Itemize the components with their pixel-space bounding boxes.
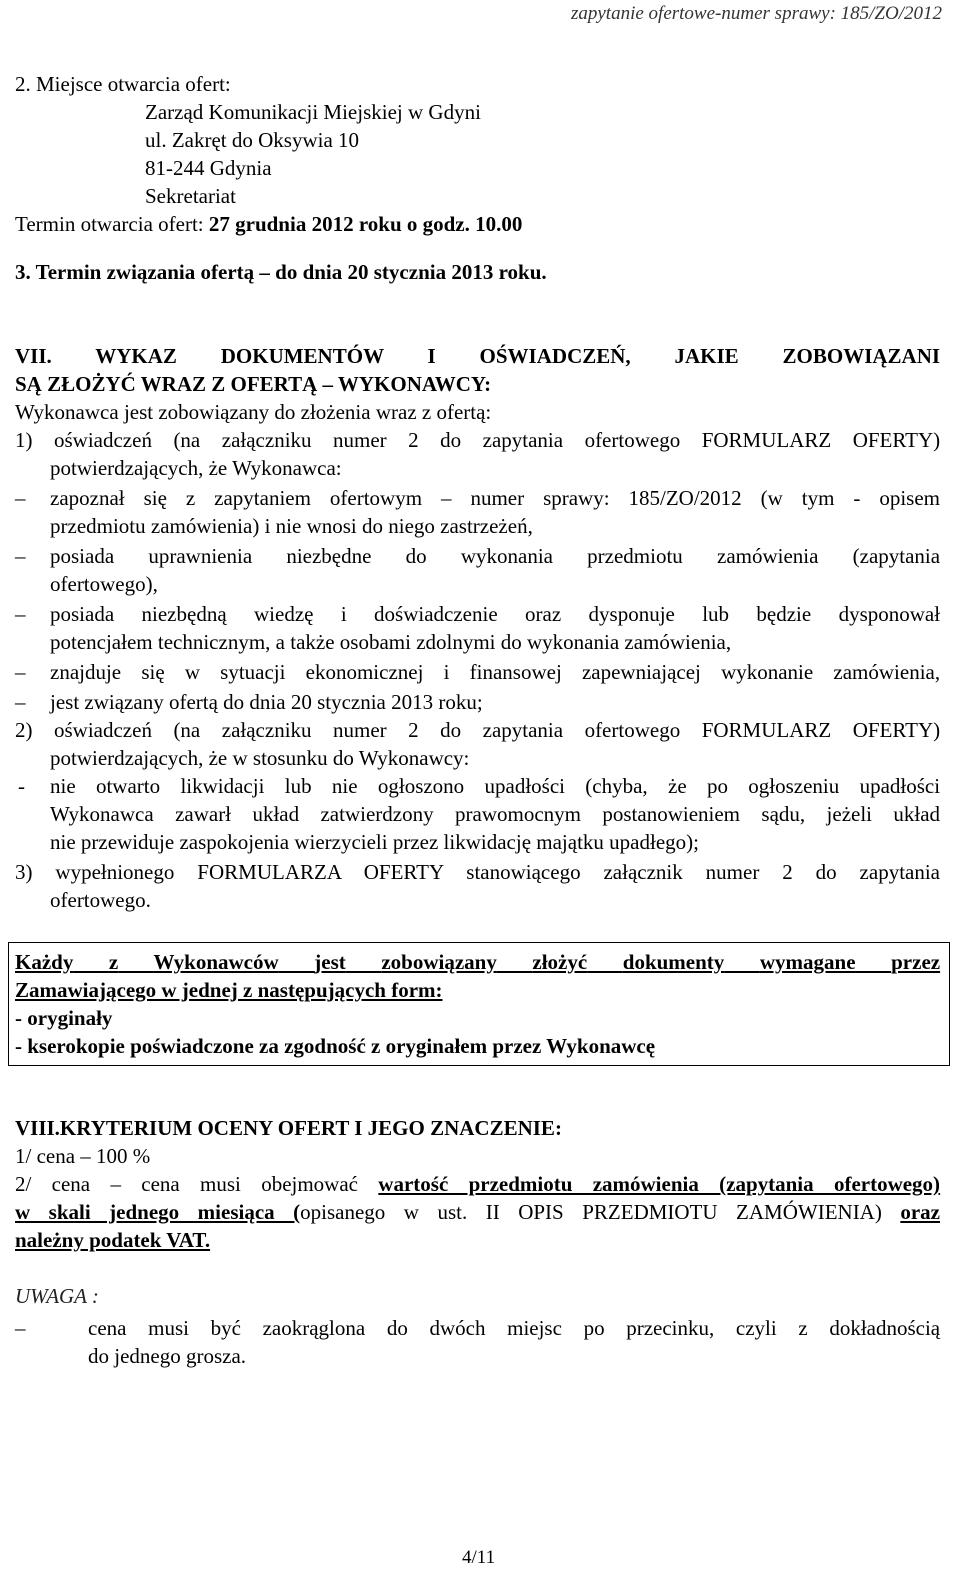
address-line: Sekretariat — [145, 184, 236, 208]
word: OFERTY) — [852, 718, 941, 742]
item1-line2: potwierdzających, że Wykonawca: — [50, 456, 342, 480]
word: musi — [200, 1172, 241, 1196]
word: cena — [141, 1172, 180, 1196]
word: stanowiącego — [466, 860, 581, 884]
dash-item-line2: ofertowego), — [50, 572, 158, 596]
section-vii-intro: Wykonawca jest zobowiązany do złożenia wraz z ofertą: — [15, 400, 492, 424]
word: numer — [333, 428, 387, 452]
word: obejmować — [261, 1172, 358, 1196]
word: musi — [148, 1316, 189, 1340]
address-line: Zarząd Komunikacji Miejskiej w Gdyni — [145, 100, 481, 124]
word: dokumenty — [622, 950, 725, 974]
word: dwóch — [429, 1316, 486, 1340]
word: 185/ZO/2012 — [628, 486, 742, 510]
word: ogłoszeniu — [748, 774, 840, 798]
word: i — [443, 660, 450, 684]
word: uprawnienia — [148, 544, 253, 568]
word: VII. — [15, 344, 52, 368]
word: OFERTY — [363, 860, 444, 884]
word: do — [386, 1316, 408, 1340]
word: upadłości — [859, 774, 941, 798]
word: 2 — [782, 860, 793, 884]
word: zobowiązany — [381, 950, 497, 974]
word: ofertowym — [329, 486, 423, 510]
document-header-reference: zapytanie ofertowe-numer sprawy: 185/ZO/2012 — [570, 3, 942, 24]
description-reference: opisanego w ust. II OPIS PRZEDMIOTU ZAMÓWIENIA) — [300, 1200, 882, 1224]
word: złożyć — [532, 950, 588, 974]
word: ofertowego — [584, 718, 681, 742]
word: zamówienia, — [833, 660, 941, 684]
opening-heading: 2. Miejsce otwarcia ofert: — [15, 72, 231, 96]
box-line3: - oryginały — [15, 1006, 113, 1030]
dash-item-line1 — [50, 484, 940, 512]
word: dokładnością — [829, 1316, 941, 1340]
word: nie — [331, 774, 358, 798]
word: ofertowego — [584, 428, 681, 452]
word: – — [441, 486, 452, 510]
word: zamówienia — [717, 544, 819, 568]
word: zaokrąglona — [262, 1316, 366, 1340]
word: WYKAZ — [95, 344, 177, 368]
dash-bullet: – — [15, 602, 26, 626]
word: OFERTY) — [852, 428, 941, 452]
word: finansowej — [469, 660, 562, 684]
word: 2) — [15, 718, 33, 742]
word: JAKIE — [674, 344, 739, 368]
word: jest — [314, 950, 346, 974]
dash-item-line1: jest związany ofertą do dnia 20 stycznia 2013 roku; — [50, 690, 483, 714]
note-line1 — [88, 1314, 940, 1342]
word: przez — [891, 950, 941, 974]
word: przecinku, — [626, 1316, 715, 1340]
item2-sub-marker: - — [18, 774, 25, 798]
opening-time-label: Termin otwarcia ofert: — [15, 212, 209, 236]
word: 1) — [15, 428, 33, 452]
word: i — [340, 602, 347, 626]
word: FORMULARZA — [197, 860, 341, 884]
word: numer — [705, 860, 760, 884]
word: 3) — [15, 860, 33, 884]
word: (na — [173, 718, 201, 742]
word: się — [141, 660, 165, 684]
word: OŚWIADCZEŃ, — [479, 344, 631, 368]
word: wykonania — [460, 544, 553, 568]
word: oświadczeń — [53, 718, 152, 742]
word: ogłoszono — [377, 774, 465, 798]
dash-item-line2: przedmiotu zamówienia) i nie wnosi do niego zastrzeżeń, — [50, 514, 533, 538]
section-viii-title: VIII.KRYTERIUM OCENY OFERT I JEGO ZNACZENIE: — [15, 1116, 562, 1140]
word: oraz — [525, 602, 562, 626]
word: po — [706, 774, 728, 798]
dash-bullet: – — [15, 1316, 26, 1340]
word: zapytania — [859, 860, 940, 884]
section-vii-title-line2: SĄ ZŁOŻYĆ WRAZ Z OFERTĄ – WYKONAWCY: — [15, 372, 492, 396]
address-line: 81-244 Gdynia — [145, 156, 272, 180]
word: – — [110, 1172, 121, 1196]
criterion-price: 1/ cena – 100 % — [15, 1144, 151, 1168]
word: się — [143, 486, 167, 510]
box-line4: - kserokopie poświadczone za zgodność z oryginałem przez Wykonawcę — [15, 1034, 656, 1058]
word: 2/ — [15, 1172, 32, 1196]
item2-line1 — [15, 716, 940, 744]
word: znajduje — [50, 660, 122, 684]
word: oświadczeń — [53, 428, 152, 452]
word: ekonomicznej — [305, 660, 424, 684]
word: układ — [252, 802, 300, 826]
item3-line1 — [15, 858, 940, 886]
word: otwarto — [95, 774, 161, 798]
opening-time — [15, 210, 522, 238]
word: dysponuje — [588, 602, 675, 626]
word: zawarł — [175, 802, 232, 826]
word: sprawy: — [543, 486, 610, 510]
word: miejsc — [507, 1316, 562, 1340]
criterion-price-desc-line1 — [15, 1170, 940, 1198]
word: układ — [893, 802, 941, 826]
word: jeżeli — [826, 802, 873, 826]
word: do — [440, 718, 462, 742]
word: numer — [333, 718, 387, 742]
dash-item-line1 — [50, 542, 940, 570]
word: do — [815, 860, 837, 884]
word: wiedzę — [254, 602, 314, 626]
item2-line2: potwierdzających, że w stosunku do Wykonawcy: — [50, 746, 470, 770]
word: zapewniającej — [581, 660, 701, 684]
word: Wykonawca — [50, 802, 154, 826]
word: (zapytania — [852, 544, 941, 568]
dash-item-line1 — [50, 658, 940, 686]
binding-term — [15, 258, 547, 286]
dash-item-line1 — [50, 600, 940, 628]
opening-time-value: 27 grudnia 2012 roku o godz. 10.00 — [208, 212, 523, 236]
word: likwidacji — [180, 774, 265, 798]
word: sytuacji — [220, 660, 286, 684]
dash-bullet: – — [15, 544, 26, 568]
dash-bullet: – — [15, 486, 26, 510]
word: zapytania — [482, 428, 564, 452]
item2-sub-line1 — [50, 772, 940, 800]
word: niezbędną — [141, 602, 227, 626]
word: być — [210, 1316, 241, 1340]
word: Wykonawców — [153, 950, 279, 974]
word: po — [583, 1316, 605, 1340]
word: dysponował — [838, 602, 941, 626]
word: zapoznał — [50, 486, 125, 510]
word: cena — [51, 1172, 91, 1196]
word: I — [427, 344, 436, 368]
binding-value: do dnia 20 stycznia 2013 roku. — [275, 260, 547, 284]
dash-item-line2: potencjałem technicznym, a także osobami zdolnymi do wykonania zamówienia, — [50, 630, 732, 654]
word: że — [668, 774, 687, 798]
word: lub — [702, 602, 730, 626]
word: DOKUMENTÓW — [220, 344, 384, 368]
word: załącznik — [603, 860, 683, 884]
page-number: 4/11 — [462, 1547, 496, 1568]
word: numer — [470, 486, 525, 510]
word: będzie — [756, 602, 812, 626]
vat-text: należny podatek VAT. — [15, 1228, 211, 1252]
dash-bullet: – — [15, 690, 26, 714]
word: doświadczenie — [374, 602, 498, 626]
word: do — [405, 544, 427, 568]
criterion-price-desc-line2 — [15, 1198, 940, 1226]
word: FORMULARZ — [701, 718, 832, 742]
item2-sub-line3: nie przewiduje zaspokojenia wierzycieli przez likwidację majątku upadłego); — [50, 830, 699, 854]
word: posiada — [50, 544, 115, 568]
word: prawomocnym — [455, 802, 581, 826]
item1-line1 — [15, 426, 940, 454]
word: wymagane — [759, 950, 856, 974]
price-scope-text: wartość przedmiotu zamówienia (zapytania ofertowego) — [378, 1172, 941, 1196]
item2-sub-line2 — [50, 800, 940, 828]
and-text: oraz — [900, 1200, 940, 1224]
word: sądu, — [761, 802, 806, 826]
box-line2: Zamawiającego w jednej z następujących form: — [15, 978, 443, 1002]
word: - — [853, 486, 861, 510]
word: postanowieniem — [602, 802, 741, 826]
monthly-scale-text: w skali jednego miesiąca ( — [15, 1200, 301, 1224]
word: ZOBOWIĄZANI — [782, 344, 941, 368]
word: opisem — [879, 486, 941, 510]
word: w — [184, 660, 200, 684]
word: (w — [760, 486, 783, 510]
word: wypełnionego — [55, 860, 175, 884]
word: 2 — [408, 718, 419, 742]
binding-label: 3. Termin związania ofertą – — [15, 260, 276, 284]
word: zatwierdzony — [320, 802, 434, 826]
word: z — [108, 950, 119, 974]
word: załączniku — [221, 718, 312, 742]
word: posiada — [50, 602, 115, 626]
word: Każdy — [15, 950, 74, 974]
section-vii-title-line1 — [15, 342, 940, 370]
word: zapytania — [482, 718, 564, 742]
address-line: ul. Zakręt do Oksywia 10 — [145, 128, 360, 152]
word: niezbędne — [286, 544, 372, 568]
word: FORMULARZ — [701, 428, 832, 452]
word: zapytaniem — [214, 486, 311, 510]
word: (chyba, — [585, 774, 648, 798]
word: tym — [801, 486, 835, 510]
word: czyli — [735, 1316, 777, 1340]
word: wykonanie — [721, 660, 814, 684]
item3-line2: ofertowego. — [50, 888, 151, 912]
word: załączniku — [221, 428, 312, 452]
word: lub — [284, 774, 312, 798]
word: przedmiotu — [587, 544, 683, 568]
word: (na — [173, 428, 201, 452]
word: z — [798, 1316, 808, 1340]
word: do — [440, 428, 462, 452]
word: upadłości — [484, 774, 565, 798]
word: nie — [50, 774, 76, 798]
word: z — [185, 486, 196, 510]
dash-bullet: – — [15, 660, 26, 684]
word: cena — [88, 1316, 127, 1340]
note-label: UWAGA : — [15, 1284, 99, 1308]
note-line2: do jednego grosza. — [88, 1344, 247, 1368]
box-line1 — [15, 948, 940, 976]
word: 2 — [408, 428, 419, 452]
